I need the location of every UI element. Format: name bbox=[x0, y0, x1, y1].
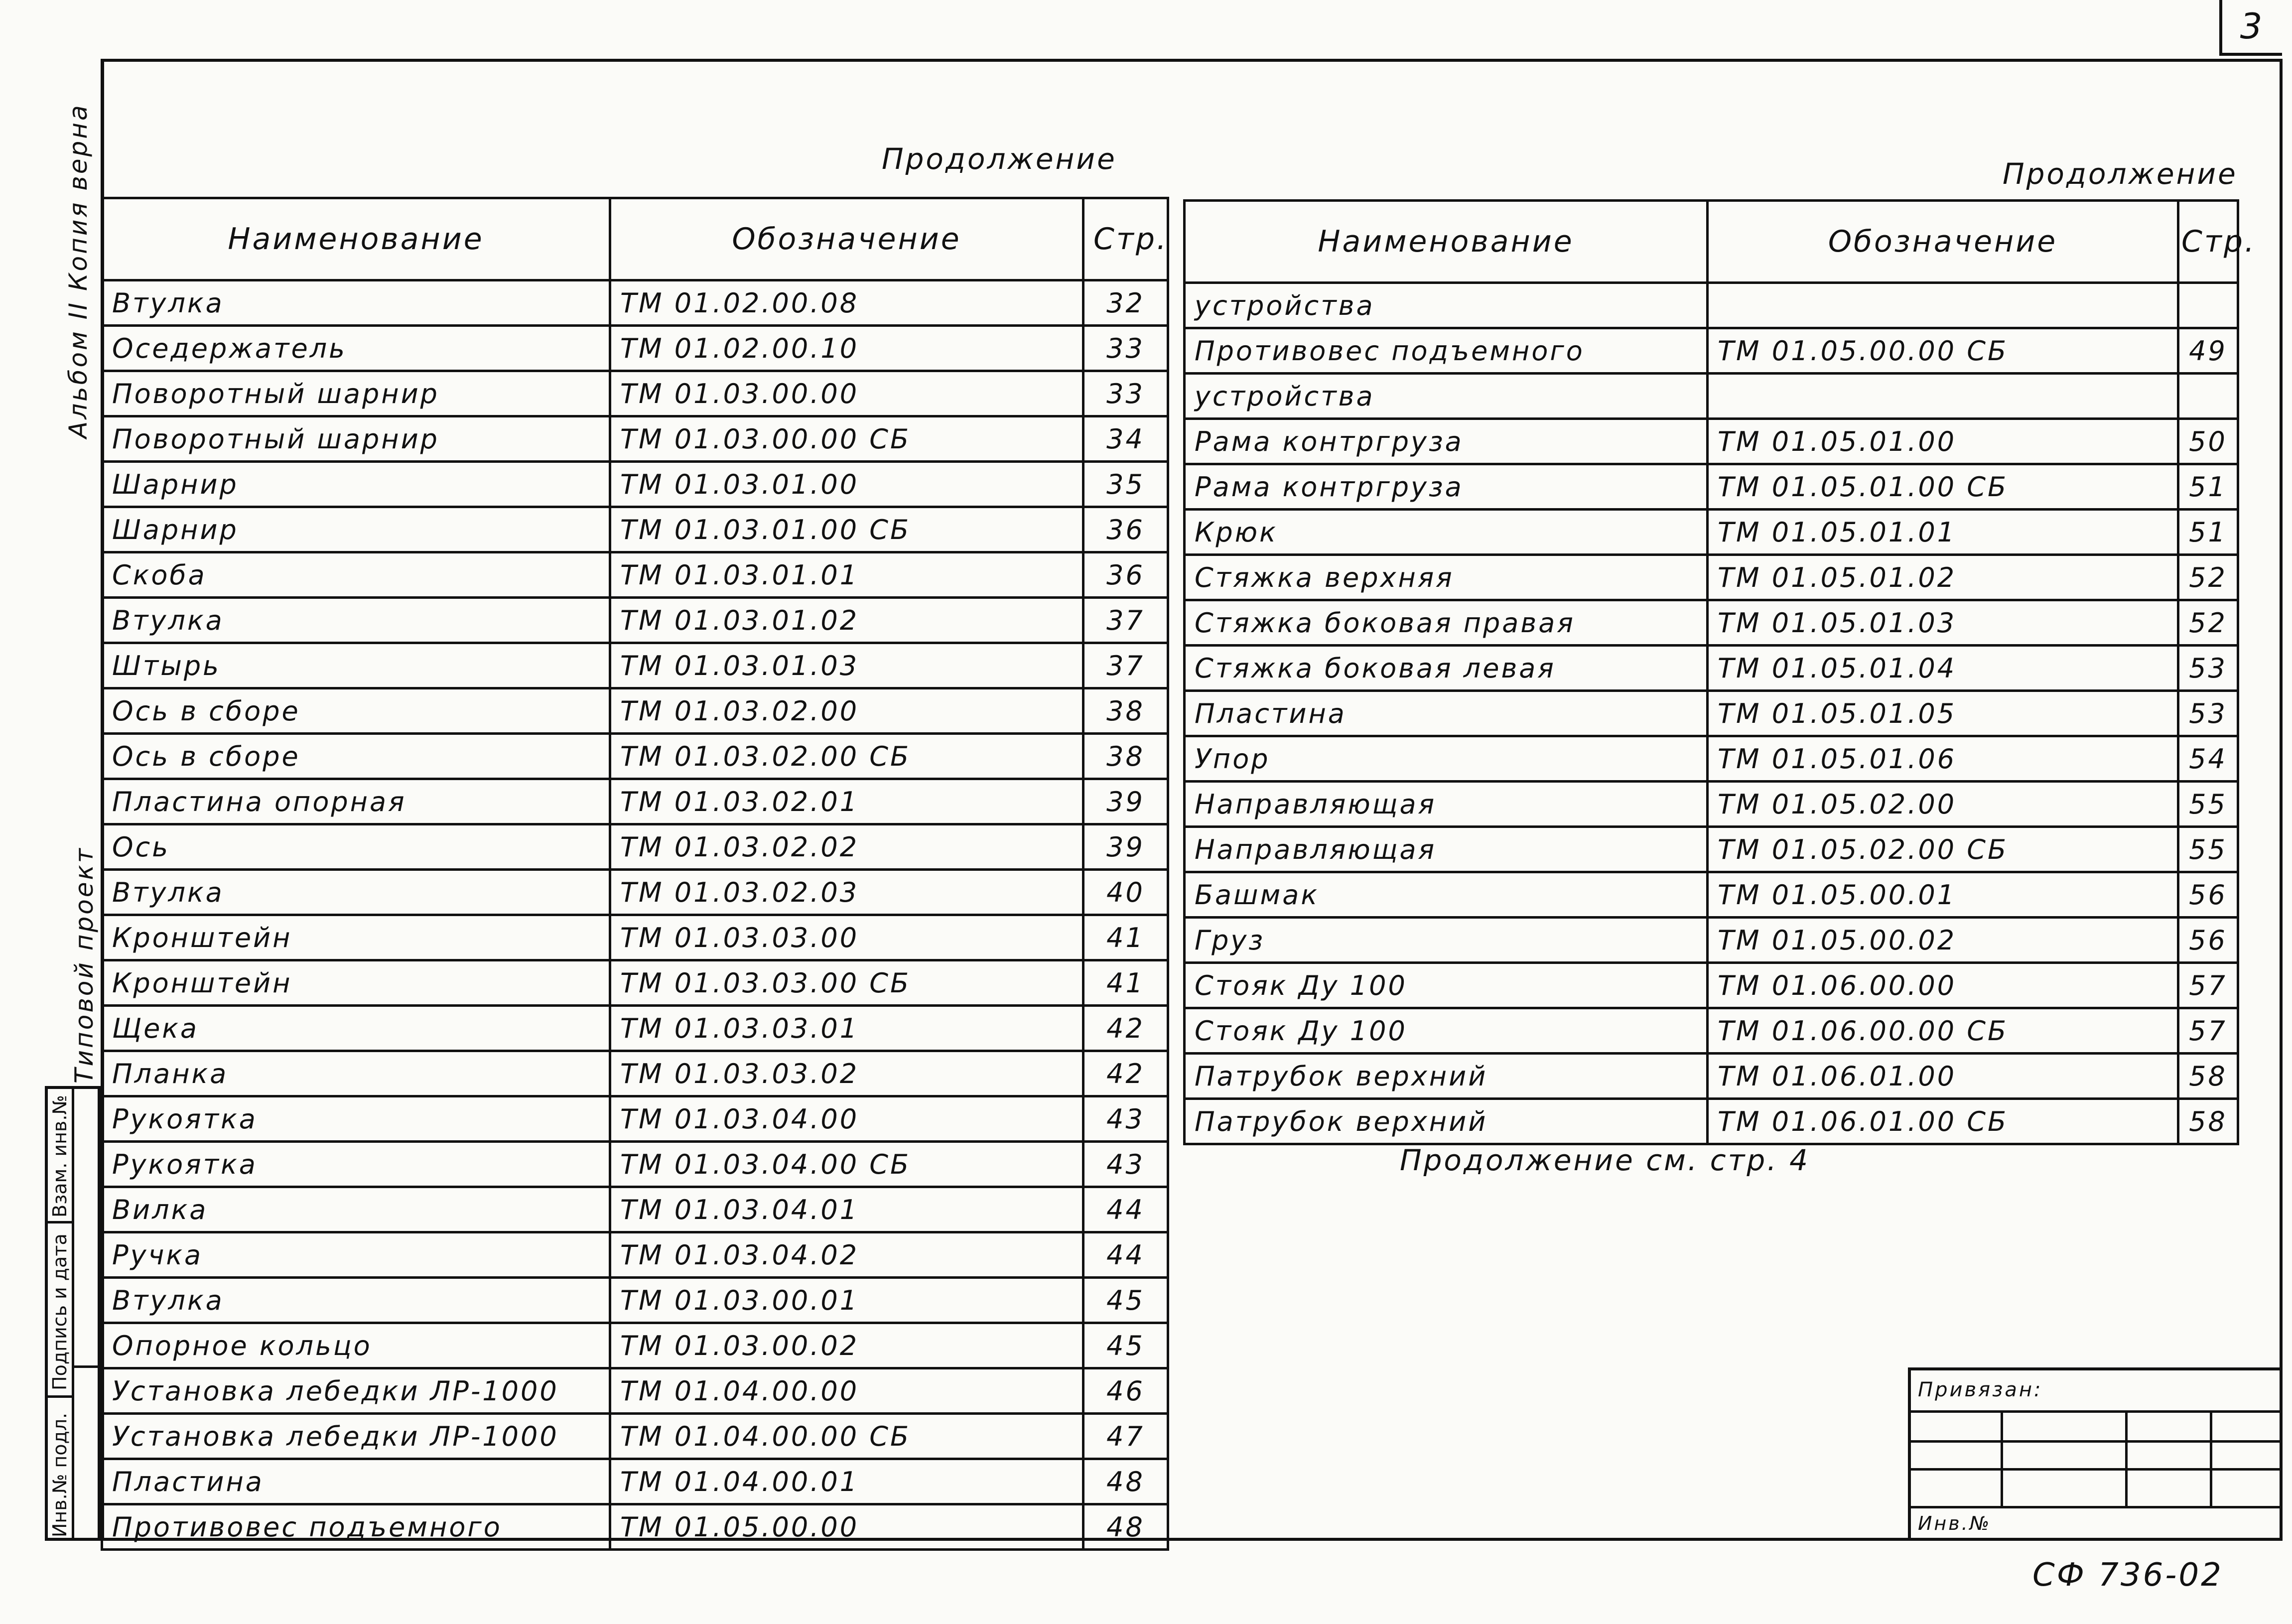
stamp-inv-label: Инв.№ bbox=[1918, 1512, 1992, 1534]
header-designation: Обозначение bbox=[1708, 201, 2178, 283]
cell-page: 42 bbox=[1083, 1051, 1168, 1096]
cell-designation: ТМ 01.06.00.00 СБ bbox=[1708, 1008, 2178, 1054]
cell-name: Стояк Ду 100 bbox=[1185, 1008, 1708, 1054]
cell-name: Ось bbox=[102, 824, 610, 870]
cell-designation: ТМ 01.03.01.02 bbox=[610, 598, 1083, 643]
table-row bbox=[102, 688, 1168, 734]
cell-name: Груз bbox=[1185, 918, 1708, 963]
cell-page: 45 bbox=[1083, 1278, 1168, 1323]
cell-page: 43 bbox=[1083, 1142, 1168, 1187]
cell-page: 48 bbox=[1083, 1504, 1168, 1550]
cell-designation: ТМ 01.03.04.00 СБ bbox=[610, 1142, 1083, 1187]
cell-name: Пластина bbox=[102, 1459, 610, 1504]
binding-stamp bbox=[1908, 1367, 2283, 1541]
cell-designation: ТМ 01.03.04.02 bbox=[610, 1232, 1083, 1278]
cell-name: Втулка bbox=[102, 280, 610, 326]
cell-name: Рукоятка bbox=[102, 1142, 610, 1187]
table-row bbox=[102, 1006, 1168, 1051]
cell-designation: ТМ 01.03.00.00 СБ bbox=[610, 416, 1083, 462]
cell-name: Ось в сборе bbox=[102, 734, 610, 779]
margin-album-copy: Альбом II Копия верна bbox=[64, 103, 93, 438]
cell-name: Шарнир bbox=[102, 507, 610, 552]
table-row bbox=[1185, 736, 2238, 782]
cell-name: Стяжка верхняя bbox=[1185, 555, 1708, 600]
cell-designation: ТМ 01.04.00.01 bbox=[610, 1459, 1083, 1504]
table-row bbox=[102, 824, 1168, 870]
cell-page: 56 bbox=[2178, 872, 2238, 918]
cell-page: 52 bbox=[2178, 555, 2238, 600]
cell-designation bbox=[1708, 374, 2178, 419]
table-row bbox=[1185, 782, 2238, 827]
table-row bbox=[102, 416, 1168, 462]
cell-page: 57 bbox=[2178, 1008, 2238, 1054]
cell-designation: ТМ 01.03.01.03 bbox=[610, 643, 1083, 688]
cell-designation: ТМ 01.03.04.01 bbox=[610, 1187, 1083, 1232]
cell-name: Кронштейн bbox=[102, 915, 610, 960]
cell-page: 41 bbox=[1083, 960, 1168, 1006]
cell-page bbox=[2178, 374, 2238, 419]
cell-name: Упор bbox=[1185, 736, 1708, 782]
cell-name: Противовес подъемного bbox=[1185, 328, 1708, 374]
cell-designation: ТМ 01.05.00.01 bbox=[1708, 872, 2178, 918]
table-row bbox=[102, 552, 1168, 598]
cell-page: 36 bbox=[1083, 507, 1168, 552]
cell-page: 40 bbox=[1083, 870, 1168, 915]
cell-page bbox=[2178, 283, 2238, 328]
cell-designation: ТМ 01.05.01.06 bbox=[1708, 736, 2178, 782]
cell-designation: ТМ 01.03.02.00 bbox=[610, 688, 1083, 734]
cell-name: Кронштейн bbox=[102, 960, 610, 1006]
cell-name: Втулка bbox=[102, 870, 610, 915]
cell-page: 33 bbox=[1083, 326, 1168, 371]
cell-page: 43 bbox=[1083, 1096, 1168, 1142]
cell-designation: ТМ 01.03.02.01 bbox=[610, 779, 1083, 824]
cell-name: Оседержатель bbox=[102, 326, 610, 371]
cell-name: Установка лебедки ЛР-1000 bbox=[102, 1414, 610, 1459]
cell-page: 56 bbox=[2178, 918, 2238, 963]
continuation-label-left: Продолжение bbox=[882, 142, 1117, 176]
cell-designation: ТМ 01.04.00.00 СБ bbox=[610, 1414, 1083, 1459]
cell-designation: ТМ 01.03.04.00 bbox=[610, 1096, 1083, 1142]
cell-name: Вилка bbox=[102, 1187, 610, 1232]
cell-page: 44 bbox=[1083, 1232, 1168, 1278]
cell-name: Рама контргруза bbox=[1185, 464, 1708, 510]
table-row bbox=[102, 1142, 1168, 1187]
table-row bbox=[1185, 419, 2238, 464]
cell-page: 55 bbox=[2178, 827, 2238, 872]
cell-designation: ТМ 01.03.01.01 bbox=[610, 552, 1083, 598]
table-row bbox=[102, 507, 1168, 552]
table-row bbox=[1185, 646, 2238, 691]
table-header-row bbox=[102, 198, 1168, 280]
page-number: 3 bbox=[2219, 0, 2282, 56]
cell-page: 58 bbox=[2178, 1099, 2238, 1144]
table-row bbox=[102, 462, 1168, 507]
cell-name: Пластина опорная bbox=[102, 779, 610, 824]
cell-name: устройства bbox=[1185, 283, 1708, 328]
cell-page: 51 bbox=[2178, 510, 2238, 555]
table-row bbox=[102, 1504, 1168, 1550]
cell-designation: ТМ 01.03.00.02 bbox=[610, 1323, 1083, 1368]
cell-name: Рукоятка bbox=[102, 1096, 610, 1142]
cell-page: 38 bbox=[1083, 688, 1168, 734]
cell-page: 39 bbox=[1083, 824, 1168, 870]
cell-name: Ручка bbox=[102, 1232, 610, 1278]
signature-date-label: Подпись и дата bbox=[49, 1233, 71, 1390]
continuation-label-right: Продолжение bbox=[2003, 157, 2238, 191]
cell-page: 48 bbox=[1083, 1459, 1168, 1504]
cell-page: 52 bbox=[2178, 600, 2238, 646]
table-header-row bbox=[1185, 201, 2238, 283]
table-row bbox=[102, 1187, 1168, 1232]
cell-page: 57 bbox=[2178, 963, 2238, 1008]
cell-designation: ТМ 01.05.01.03 bbox=[1708, 600, 2178, 646]
cell-designation: ТМ 01.06.01.00 СБ bbox=[1708, 1099, 2178, 1144]
cell-designation: ТМ 01.05.01.00 СБ bbox=[1708, 464, 2178, 510]
table-row bbox=[102, 326, 1168, 371]
table-row bbox=[102, 1414, 1168, 1459]
cell-name: Втулка bbox=[102, 598, 610, 643]
cell-designation: ТМ 01.03.02.03 bbox=[610, 870, 1083, 915]
cell-name: Штырь bbox=[102, 643, 610, 688]
cell-name: Патрубок верхний bbox=[1185, 1054, 1708, 1099]
cell-name: Планка bbox=[102, 1051, 610, 1096]
cell-designation: ТМ 01.05.02.00 bbox=[1708, 782, 2178, 827]
cell-page: 38 bbox=[1083, 734, 1168, 779]
cell-page: 37 bbox=[1083, 643, 1168, 688]
cell-name: Патрубок верхний bbox=[1185, 1099, 1708, 1144]
cell-designation: ТМ 01.05.01.00 bbox=[1708, 419, 2178, 464]
left-signature-strip bbox=[45, 1086, 101, 1541]
cell-name: Стояк Ду 100 bbox=[1185, 963, 1708, 1008]
left-spec-table bbox=[101, 197, 1169, 1551]
cell-name: Направляющая bbox=[1185, 782, 1708, 827]
cell-name: Шарнир bbox=[102, 462, 610, 507]
cell-name: Опорное кольцо bbox=[102, 1323, 610, 1368]
cell-page: 37 bbox=[1083, 598, 1168, 643]
cell-designation: ТМ 01.03.03.00 bbox=[610, 915, 1083, 960]
table-row bbox=[1185, 827, 2238, 872]
cell-page: 49 bbox=[2178, 328, 2238, 374]
right-spec-table bbox=[1183, 199, 2257, 1145]
cell-page: 44 bbox=[1083, 1187, 1168, 1232]
table-row bbox=[1185, 464, 2238, 510]
table-row bbox=[102, 915, 1168, 960]
table-row bbox=[102, 1323, 1168, 1368]
cell-designation: ТМ 01.03.01.00 СБ bbox=[610, 507, 1083, 552]
cell-designation: ТМ 01.03.00.01 bbox=[610, 1278, 1083, 1323]
header-name: Наименование bbox=[102, 198, 610, 280]
table-row bbox=[102, 1459, 1168, 1504]
table-row bbox=[1185, 283, 2238, 328]
cell-designation: ТМ 01.05.00.02 bbox=[1708, 918, 2178, 963]
header-page: Стр. bbox=[2178, 201, 2238, 283]
cell-page: 55 bbox=[2178, 782, 2238, 827]
stamp-bound-label: Привязан: bbox=[1918, 1378, 2043, 1401]
table-row bbox=[102, 960, 1168, 1006]
cell-designation: ТМ 01.05.01.05 bbox=[1708, 691, 2178, 736]
cell-page: 53 bbox=[2178, 691, 2238, 736]
cell-designation: ТМ 01.05.01.01 bbox=[1708, 510, 2178, 555]
cell-page: 50 bbox=[2178, 419, 2238, 464]
table-row bbox=[1185, 918, 2238, 963]
table-row bbox=[102, 598, 1168, 643]
cell-designation: ТМ 01.04.00.00 bbox=[610, 1368, 1083, 1414]
header-page: Стр. bbox=[1083, 198, 1168, 280]
cell-designation: ТМ 01.03.03.00 СБ bbox=[610, 960, 1083, 1006]
table-row bbox=[102, 1232, 1168, 1278]
table-row bbox=[1185, 600, 2238, 646]
table-row bbox=[102, 1278, 1168, 1323]
cell-name: Стяжка боковая левая bbox=[1185, 646, 1708, 691]
cell-designation: ТМ 01.05.02.00 СБ bbox=[1708, 827, 2178, 872]
cell-page: 46 bbox=[1083, 1368, 1168, 1414]
cell-designation: ТМ 01.05.01.02 bbox=[1708, 555, 2178, 600]
table-row bbox=[1185, 555, 2238, 600]
cell-designation: ТМ 01.06.00.00 bbox=[1708, 963, 2178, 1008]
cell-page: 51 bbox=[2178, 464, 2238, 510]
cell-designation bbox=[1708, 283, 2178, 328]
cell-page: 41 bbox=[1083, 915, 1168, 960]
cell-page: 45 bbox=[1083, 1323, 1168, 1368]
cell-page: 53 bbox=[2178, 646, 2238, 691]
table-row bbox=[102, 779, 1168, 824]
cell-page: 32 bbox=[1083, 280, 1168, 326]
cell-page: 58 bbox=[2178, 1054, 2238, 1099]
cell-designation: ТМ 01.03.02.00 СБ bbox=[610, 734, 1083, 779]
table-row bbox=[102, 734, 1168, 779]
document-code: СФ 736-02 bbox=[2032, 1557, 2223, 1594]
cell-page: 42 bbox=[1083, 1006, 1168, 1051]
cell-designation: ТМ 01.05.00.00 bbox=[610, 1504, 1083, 1550]
cell-name: Рама контргруза bbox=[1185, 419, 1708, 464]
table-row bbox=[1185, 1099, 2238, 1144]
cell-name: Крюк bbox=[1185, 510, 1708, 555]
cell-designation: ТМ 01.06.01.00 bbox=[1708, 1054, 2178, 1099]
table-row bbox=[102, 371, 1168, 416]
table-row bbox=[102, 870, 1168, 915]
table-row bbox=[1185, 872, 2238, 918]
inv-original-label: Инв.№ подл. bbox=[49, 1412, 71, 1537]
cell-designation: ТМ 01.03.00.00 bbox=[610, 371, 1083, 416]
table-row bbox=[102, 643, 1168, 688]
cell-page: 34 bbox=[1083, 416, 1168, 462]
cell-name: Втулка bbox=[102, 1278, 610, 1323]
table-row bbox=[1185, 374, 2238, 419]
table-row bbox=[102, 280, 1168, 326]
cell-page: 33 bbox=[1083, 371, 1168, 416]
replaced-inv-label: Взам. инв.№ bbox=[49, 1095, 71, 1218]
table-row bbox=[1185, 510, 2238, 555]
cell-page: 36 bbox=[1083, 552, 1168, 598]
table-row bbox=[1185, 328, 2238, 374]
continuation-note: Продолжение см. стр. 4 bbox=[1400, 1143, 1810, 1177]
cell-designation: ТМ 01.02.00.10 bbox=[610, 326, 1083, 371]
cell-designation: ТМ 01.02.00.08 bbox=[610, 280, 1083, 326]
cell-name: Поворотный шарнир bbox=[102, 416, 610, 462]
table-row bbox=[102, 1096, 1168, 1142]
table-row bbox=[102, 1368, 1168, 1414]
cell-name: Ось в сборе bbox=[102, 688, 610, 734]
table-row bbox=[1185, 963, 2238, 1008]
cell-name: Щека bbox=[102, 1006, 610, 1051]
table-row bbox=[1185, 1008, 2238, 1054]
cell-name: Скоба bbox=[102, 552, 610, 598]
cell-name: Пластина bbox=[1185, 691, 1708, 736]
cell-name: Башмак bbox=[1185, 872, 1708, 918]
cell-designation: ТМ 01.03.03.02 bbox=[610, 1051, 1083, 1096]
cell-designation: ТМ 01.03.03.01 bbox=[610, 1006, 1083, 1051]
cell-page: 35 bbox=[1083, 462, 1168, 507]
margin-project-type: Типовой проект bbox=[70, 846, 99, 1083]
cell-page: 47 bbox=[1083, 1414, 1168, 1459]
cell-designation: ТМ 01.03.02.02 bbox=[610, 824, 1083, 870]
cell-name: устройства bbox=[1185, 374, 1708, 419]
cell-name: Поворотный шарнир bbox=[102, 371, 610, 416]
cell-page: 39 bbox=[1083, 779, 1168, 824]
cell-name: Направляющая bbox=[1185, 827, 1708, 872]
cell-name: Установка лебедки ЛР-1000 bbox=[102, 1368, 610, 1414]
cell-name: Стяжка боковая правая bbox=[1185, 600, 1708, 646]
table-row bbox=[1185, 691, 2238, 736]
header-name: Наименование bbox=[1185, 201, 1708, 283]
cell-name: Противовес подъемного bbox=[102, 1504, 610, 1550]
table-row bbox=[1185, 1054, 2238, 1099]
cell-page: 54 bbox=[2178, 736, 2238, 782]
header-designation: Обозначение bbox=[610, 198, 1083, 280]
cell-designation: ТМ 01.03.01.00 bbox=[610, 462, 1083, 507]
cell-designation: ТМ 01.05.01.04 bbox=[1708, 646, 2178, 691]
cell-designation: ТМ 01.05.00.00 СБ bbox=[1708, 328, 2178, 374]
table-row bbox=[102, 1051, 1168, 1096]
